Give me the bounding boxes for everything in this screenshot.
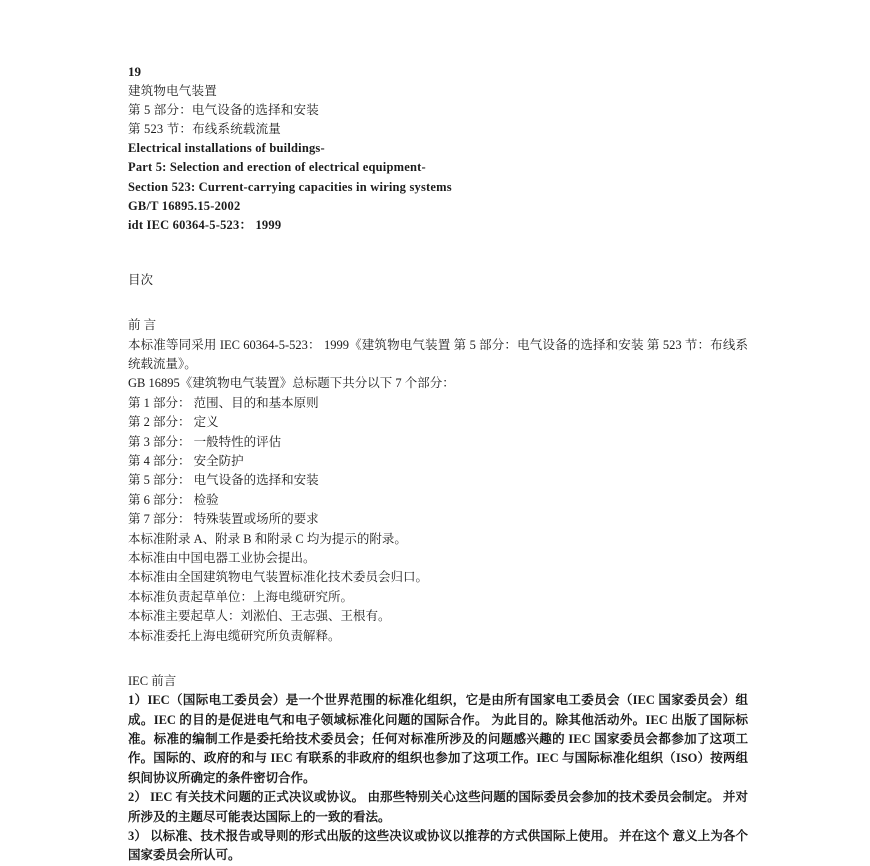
title-line-1: 建筑物电气装置 — [128, 83, 217, 98]
foreword-heading: 前 言 — [128, 318, 157, 333]
parts-list-item-3: 第 3 部分： 一般特性的评估 — [128, 434, 282, 449]
spacer-before-iec — [128, 646, 748, 672]
parts-list-item-1: 第 1 部分： 范围、目的和基本原则 — [128, 395, 319, 410]
standard-number: GB/T 16895.15-2002 — [128, 198, 241, 213]
title-line-5: Part 5: Selection and erection of electrical equipment- — [128, 160, 426, 175]
foreword-tail-6: 本标准委托上海电缆研究所负责解释。 — [128, 628, 341, 643]
parts-list-item-5: 第 5 部分： 电气设备的选择和安装 — [128, 473, 319, 488]
document-body — [128, 62, 748, 866]
parts-list-item-7: 第 7 部分： 特殊装置或场所的要求 — [128, 512, 319, 527]
foreword-paragraph-1: 本标准等同采用 IEC 60364-5-523： 1999《建筑物电气装置 第 5 部分：电气设备的选择和安装 第 523 节：布线系统载流量》。 — [128, 337, 748, 371]
title-line-2: 第 5 部分：电气设备的选择和安装 — [128, 102, 319, 117]
iec-paragraph-3: 3） 以标准、技术报告或导则的形式出版的这些决议或协议以推荐的方式供国际上使用。 并在这个 意义上为各个国家委员会所认可。 — [128, 829, 748, 863]
standard-equivalent: idt IEC 60364-5-523： 1999 — [128, 217, 282, 232]
foreword-tail-4: 本标准负责起草单位：上海电缆研究所。 — [128, 589, 354, 604]
iec-paragraph-1: 1）IEC（国际电工委员会）是一个世界范围的标准化组织，它是由所有国家电工委员会（IEC 国家委员会）组成。IEC 的目的是促进电气和电子领域标准化问题的国际合作。 为此目的。除其他活动外。IEC 出版了国际标准。标准的编制工作是委托给技术委员会；任何对标准所涉及的问题感兴趣的 IEC 国家委员会都参加了这项工作。国际的、政府的和与 IEC 有联系的非政府的组织也参加了这项工作。IEC 与国际标准化组织（ISO）按两组织间协议所确定的条件密切合作。 — [128, 693, 748, 785]
foreword-paragraph-2: GB 16895《建筑物电气装置》总标题下共分以下 7 个部分： — [128, 376, 455, 391]
parts-list-item-2: 第 2 部分： 定义 — [128, 415, 219, 430]
parts-list-item-6: 第 6 部分： 检验 — [128, 492, 219, 507]
foreword-tail-5: 本标准主要起草人：刘淞伯、王志强、王根有。 — [128, 609, 391, 624]
page-number: 19 — [128, 64, 141, 79]
iec-foreword-heading: IEC 前言 — [128, 674, 177, 689]
foreword-tail-3: 本标准由全国建筑物电气装置标准化技术委员会归口。 — [128, 570, 429, 585]
parts-list-item-4: 第 4 部分： 安全防护 — [128, 453, 244, 468]
toc-heading: 目次 — [128, 273, 154, 288]
title-line-4: Electrical installations of buildings- — [128, 141, 325, 156]
spacer-after-toc — [128, 290, 748, 316]
spacer-after-title — [128, 235, 748, 271]
foreword-tail-1: 本标准附录 A、附录 B 和附录 C 均为提示的附录。 — [128, 531, 407, 546]
title-line-3: 第 523 节：布线系统载流量 — [128, 121, 282, 136]
iec-paragraph-2: 2） IEC 有关技术问题的正式决议或协议。 由那些特别关心这些问题的国际委员会参加的技术委员会制定。 并对所涉及的主题尽可能表达国际上的一致的看法。 — [128, 790, 748, 824]
foreword-tail-2: 本标准由中国电器工业协会提出。 — [128, 551, 316, 565]
title-line-6: Section 523: Current-carrying capacities in wiring systems — [128, 179, 452, 194]
